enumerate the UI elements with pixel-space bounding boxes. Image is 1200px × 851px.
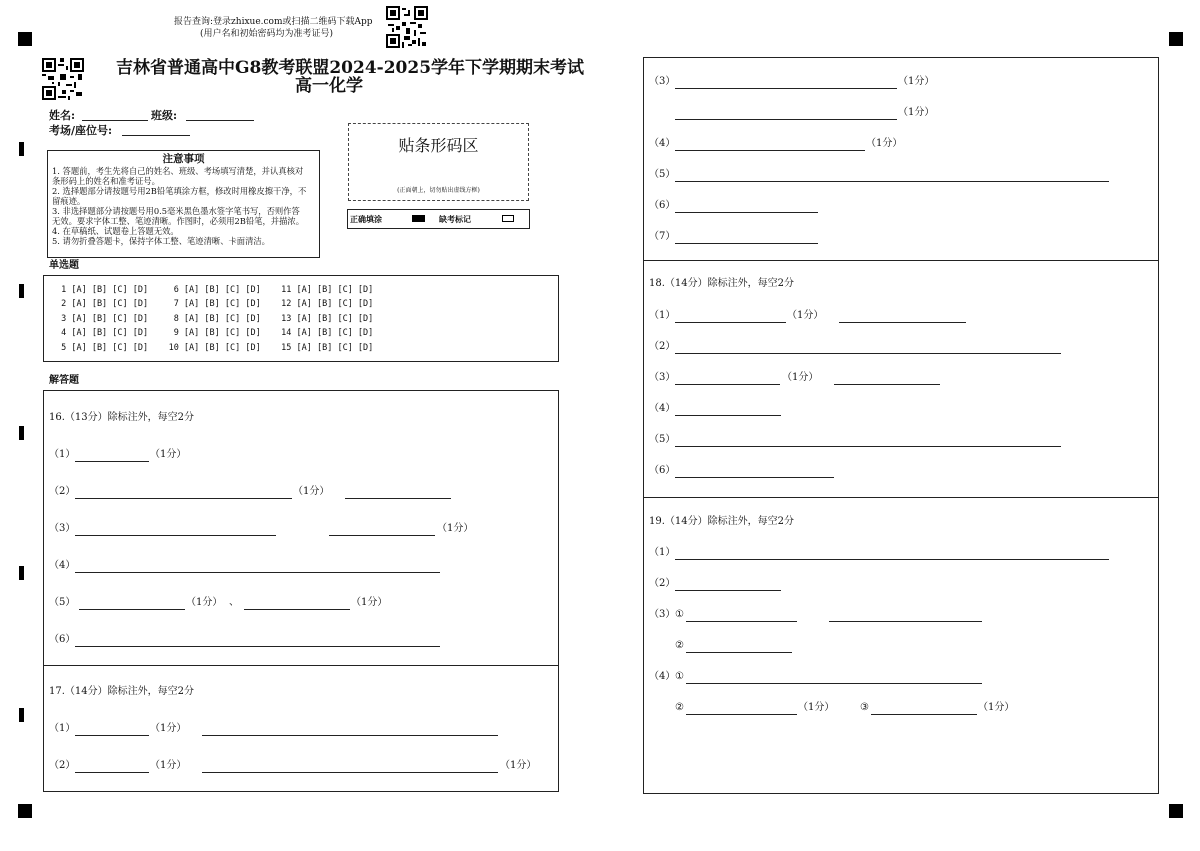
q19-part2-label: （2） — [649, 578, 676, 589]
q18-4-blank[interactable] — [675, 415, 781, 416]
q16-6-blank[interactable] — [75, 646, 440, 647]
q19-4-3-blank[interactable] — [871, 714, 977, 715]
q18-6-blank[interactable] — [675, 477, 834, 478]
q17-7-blank[interactable] — [675, 243, 818, 244]
timing-mark — [19, 566, 24, 580]
one-point-note: （1分） — [293, 486, 330, 497]
barcode-area[interactable] — [348, 123, 529, 201]
absent-mark-label: 缺考标记 — [439, 214, 471, 224]
notes-line: 条形码上的姓名和准考证号。 — [52, 176, 160, 186]
q18-part6-label: （6） — [649, 465, 676, 476]
q19-part3-label: （3） — [649, 609, 676, 620]
q19-4-2-blank[interactable] — [686, 714, 797, 715]
one-point-note: （1分） — [150, 723, 187, 734]
barcode-hint: (正面朝上，切勿贴出虚线方框) — [397, 187, 480, 194]
q16-part4-label: （4） — [49, 560, 76, 571]
q16-5b-blank[interactable] — [244, 609, 350, 610]
q19-part4-label: （4） — [649, 671, 676, 682]
one-point-note: （1分） — [437, 523, 474, 534]
q17-1b-blank[interactable] — [202, 735, 498, 736]
mc-row[interactable]: 5 [A] [B] [C] [D] 10 [A] [B] [C] [D] 15 [A] [B] [C] [D] — [56, 343, 374, 353]
divider — [643, 260, 1159, 261]
circled-2: ② — [675, 640, 684, 651]
one-point-note: （1分） — [500, 760, 537, 771]
app-qr-code-icon — [386, 6, 428, 48]
q19-1-blank[interactable] — [675, 559, 1109, 560]
q16-5a-blank[interactable] — [79, 609, 185, 610]
q19-3-1b-blank[interactable] — [829, 621, 982, 622]
one-point-note: （1分） — [798, 702, 835, 713]
answer-box-left — [43, 390, 559, 792]
mc-row[interactable]: 3 [A] [B] [C] [D] 8 [A] [B] [C] [D] 13 [A] [B] [C] [D] — [56, 314, 374, 324]
timing-mark — [19, 142, 24, 156]
q16-part1-label: （1） — [49, 449, 76, 460]
exam-subject: 高一化学 — [295, 76, 363, 96]
one-point-note: （1分） — [782, 372, 819, 383]
single-choice-box — [43, 275, 559, 362]
notes-line: 留痕迹。 — [52, 196, 86, 206]
one-point-note: （1分） — [978, 702, 1015, 713]
notes-line: 5. 请勿折叠答题卡，保持字体工整、笔迹清晰、卡面清洁。 — [52, 236, 270, 246]
timing-mark — [19, 284, 24, 298]
timing-mark — [19, 708, 24, 722]
room-seat-field[interactable] — [122, 135, 190, 136]
fill-legend — [347, 209, 530, 229]
q17-3b-blank[interactable] — [675, 119, 897, 120]
q17-part4-label: （4） — [649, 138, 676, 149]
q18-part4-label: （4） — [649, 403, 676, 414]
q18-part5-label: （5） — [649, 434, 676, 445]
q17-part5-label: （5） — [649, 169, 676, 180]
q17-5-blank[interactable] — [675, 181, 1109, 182]
q17-part6-label: （6） — [649, 200, 676, 211]
q16-part5-label: （5） — [49, 597, 76, 608]
student-qr-code-icon — [42, 58, 84, 100]
single-choice-heading: 单选题 — [49, 260, 79, 271]
report-notice-line2: (用户名和初始密码均为准考证号) — [200, 29, 334, 39]
q18-2-blank[interactable] — [675, 353, 1061, 354]
q18-1b-blank[interactable] — [839, 322, 966, 323]
one-point-note: （1分） — [866, 138, 903, 149]
q17-part1-label: （1） — [49, 723, 76, 734]
q18-part1-label: （1） — [649, 310, 676, 321]
q16-1-blank[interactable] — [75, 461, 149, 462]
q16-3a-blank[interactable] — [75, 535, 276, 536]
q18-3a-blank[interactable] — [675, 384, 780, 385]
notes-line: 2. 选择题部分请按题号用2B铅笔填涂方框，修改时用橡皮擦干净，不 — [52, 186, 307, 196]
circled-1: ① — [675, 671, 684, 682]
one-point-note: （1分） — [150, 760, 187, 771]
correct-fill-label: 正确填涂 — [350, 214, 382, 224]
filled-box-icon — [412, 215, 425, 222]
circled-2: ② — [675, 702, 684, 713]
q19-part1-label: （1） — [649, 547, 676, 558]
notes-line: 无效。要求字体工整、笔迹清晰。作图时，必须用2B铅笔，并描浓。 — [52, 216, 304, 226]
one-point-note: （1分） — [150, 449, 187, 460]
name-label: 姓名: — [49, 109, 76, 122]
q19-2-blank[interactable] — [675, 590, 781, 591]
class-label: 班级: — [151, 109, 178, 122]
corner-mark — [18, 32, 32, 46]
report-notice-line1: 报告查询:登录zhixue.com或扫描二维码下载App — [174, 17, 373, 27]
q17-part2-label: （2） — [49, 760, 76, 771]
q17-2b-blank[interactable] — [202, 772, 498, 773]
q17-header: 17.（14分）除标注外，每空2分 — [49, 686, 194, 697]
q16-3b-blank[interactable] — [329, 535, 435, 536]
q18-5-blank[interactable] — [675, 446, 1061, 447]
q19-3-1a-blank[interactable] — [686, 621, 797, 622]
circled-1: ① — [675, 609, 684, 620]
q16-2b-blank[interactable] — [345, 498, 451, 499]
notes-heading: 注意事项 — [162, 153, 205, 165]
one-point-note: （1分） — [898, 76, 935, 87]
notes-line: 4. 在草稿纸、试题卷上答题无效。 — [52, 226, 179, 236]
q18-header: 18.（14分）除标注外，每空2分 — [649, 278, 794, 289]
q19-header: 19.（14分）除标注外，每空2分 — [649, 516, 794, 527]
mc-row[interactable]: 1 [A] [B] [C] [D] 6 [A] [B] [C] [D] 11 [A] [B] [C] [D] — [56, 285, 374, 295]
q19-4-1-blank[interactable] — [686, 683, 982, 684]
q17-2a-blank[interactable] — [75, 772, 149, 773]
one-point-note: （1分） — [898, 107, 935, 118]
corner-mark — [1169, 32, 1183, 46]
one-point-note: （1分） — [186, 597, 223, 608]
absent-mark-box[interactable] — [502, 215, 514, 222]
q17-6-blank[interactable] — [675, 212, 818, 213]
corner-mark — [18, 804, 32, 818]
q16-part6-label: （6） — [49, 634, 76, 645]
timing-mark — [19, 426, 24, 440]
q16-2a-blank[interactable] — [75, 498, 292, 499]
barcode-title: 贴条形码区 — [398, 136, 479, 155]
q17-part3-label: （3） — [649, 76, 676, 87]
divider — [643, 497, 1159, 498]
q18-3b-blank[interactable] — [834, 384, 940, 385]
corner-mark — [1169, 804, 1183, 818]
q18-part2-label: （2） — [649, 341, 676, 352]
q18-part3-label: （3） — [649, 372, 676, 383]
name-field[interactable] — [82, 120, 148, 121]
q16-part2-label: （2） — [49, 486, 76, 497]
notes-line: 1. 答题前，考生先将自己的姓名、班级、考场填写清楚，并认真核对 — [52, 166, 304, 176]
mc-row[interactable]: 2 [A] [B] [C] [D] 7 [A] [B] [C] [D] 12 [A] [B] [C] [D] — [56, 299, 374, 309]
q17-4-blank[interactable] — [675, 150, 865, 151]
q17-part7-label: （7） — [649, 231, 676, 242]
divider — [43, 665, 559, 666]
q16-part3-label: （3） — [49, 523, 76, 534]
q17-3a-blank[interactable] — [675, 88, 897, 89]
separator: 、 — [229, 597, 239, 608]
q18-1a-blank[interactable] — [675, 322, 786, 323]
q17-1a-blank[interactable] — [75, 735, 149, 736]
mc-row[interactable]: 4 [A] [B] [C] [D] 9 [A] [B] [C] [D] 14 [A] [B] [C] [D] — [56, 328, 374, 338]
q16-header: 16.（13分）除标注外，每空2分 — [49, 412, 194, 423]
class-field[interactable] — [186, 120, 254, 121]
notes-box — [47, 150, 320, 258]
answer-heading: 解答题 — [49, 375, 79, 386]
one-point-note: （1分） — [351, 597, 388, 608]
one-point-note: （1分） — [787, 310, 824, 321]
exam-title: 吉林省普通高中G8教考联盟2024-2025学年下学期期末考试 — [116, 58, 585, 78]
circled-3: ③ — [860, 702, 869, 713]
room-seat-label: 考场/座位号: — [49, 124, 113, 137]
notes-line: 3. 非选择题部分请按题号用0.5毫米黑色墨水签字笔书写，否则作答 — [52, 206, 300, 216]
q16-4-blank[interactable] — [75, 572, 440, 573]
q19-3-2-blank[interactable] — [686, 652, 792, 653]
